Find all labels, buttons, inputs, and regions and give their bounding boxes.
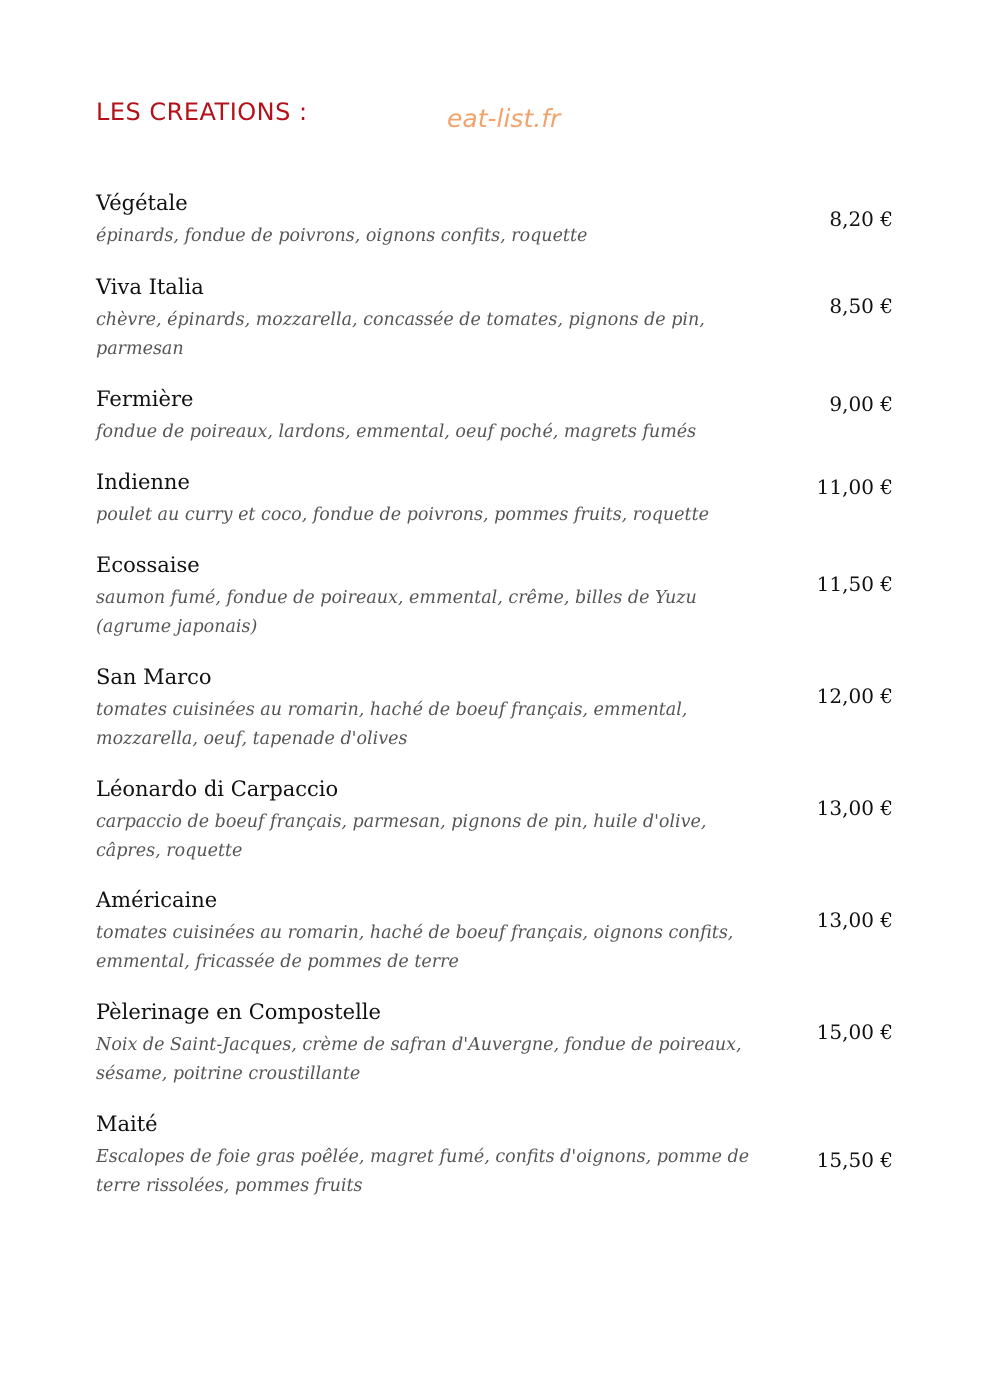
item-price: 8,50 € xyxy=(829,294,893,318)
item-name: Indienne xyxy=(96,470,190,494)
item-price: 8,20 € xyxy=(829,207,893,231)
menu-item xyxy=(96,386,896,447)
item-name: Maité xyxy=(96,1112,158,1136)
item-name: Américaine xyxy=(96,888,218,912)
item-name: Ecossaise xyxy=(96,553,200,577)
item-description: saumon fumé, fondue de poireaux, emmental, crême, billes de Yuzu (agrume japonais) xyxy=(96,588,697,637)
item-description: poulet au curry et coco, fondue de poivrons, pommes fruits, roquette xyxy=(96,505,709,525)
item-description: carpaccio de boeuf français, parmesan, pignons de pin, huile d'olive, câpres, roquette xyxy=(96,812,707,861)
item-name: Végétale xyxy=(96,191,188,215)
item-name: Fermière xyxy=(96,387,194,411)
menu-item xyxy=(96,274,896,364)
menu-item xyxy=(96,190,896,251)
item-name: Viva Italia xyxy=(96,275,204,299)
item-name: Pèlerinage en Compostelle xyxy=(96,1000,381,1024)
item-name: Léonardo di Carpaccio xyxy=(96,777,339,801)
item-description: chèvre, épinards, mozzarella, concassée de tomates, pignons de pin, parmesan xyxy=(96,310,705,359)
item-description: épinards, fondue de poivrons, oignons confits, roquette xyxy=(96,226,588,246)
menu-item xyxy=(96,887,896,977)
menu-item xyxy=(96,1111,896,1201)
item-price: 12,00 € xyxy=(816,684,893,708)
item-price: 15,00 € xyxy=(816,1020,893,1044)
menu-item xyxy=(96,999,896,1089)
watermark: eat-list.fr xyxy=(447,104,561,133)
item-price: 11,50 € xyxy=(816,572,893,596)
item-name: San Marco xyxy=(96,665,212,689)
menu-item xyxy=(96,469,896,530)
item-price: 15,50 € xyxy=(816,1148,893,1172)
section-title: LES CREATIONS : xyxy=(96,98,308,126)
item-description: fondue de poireaux, lardons, emmental, oeuf poché, magrets fumés xyxy=(96,422,697,442)
menu-item xyxy=(96,776,896,866)
item-description: Noix de Saint-Jacques, crème de safran d'Auvergne, fondue de poireaux, sésame, poitrine croustillante xyxy=(96,1035,742,1084)
menu-item xyxy=(96,552,896,642)
item-price: 13,00 € xyxy=(816,908,893,932)
item-price: 13,00 € xyxy=(816,796,893,820)
menu-item xyxy=(96,664,896,754)
item-description: tomates cuisinées au romarin, haché de boeuf français, oignons confits, emmental, fricassée de pommes de terre xyxy=(96,923,734,972)
item-price: 11,00 € xyxy=(816,475,893,499)
item-description: tomates cuisinées au romarin, haché de boeuf français, emmental, mozzarella, oeuf, tapenade d'olives xyxy=(96,700,688,749)
item-description: Escalopes de foie gras poêlée, magret fumé, confits d'oignons, pomme de terre rissolées, pommes fruits xyxy=(96,1147,750,1196)
item-price: 9,00 € xyxy=(829,392,893,416)
